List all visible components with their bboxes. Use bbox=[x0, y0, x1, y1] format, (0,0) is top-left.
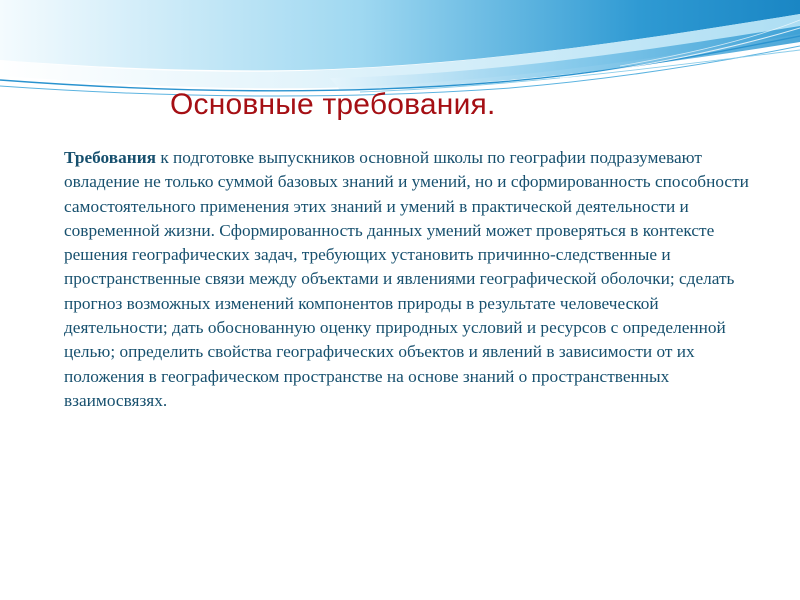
paragraph-term: Требования bbox=[64, 148, 157, 167]
slide-title: Основные требования. bbox=[170, 88, 496, 121]
body-paragraph bbox=[64, 146, 754, 413]
paragraph-text: к подготовке выпускников основной школы по географии подразумевают овладение не только суммой базовых знаний и умений, но и сформированность способности самостоятельного применения этих знаний и умений в практической деятельности и современной жизни. Сформированность данных умений может проверяться в контексте решения географических задач, требующих установить причинно-следственные и пространственные связи между объектами и явлениями географической оболочки; сделать прогноз возможных изменений компонентов природы в результате человеческой деятельности; дать обоснованную оценку природных условий и ресурсов с определенной целью; определить свойства географических объектов и явлений в зависимости от их положения в географическом пространстве на основе знаний о пространственных взаимосвязях. bbox=[64, 148, 749, 410]
